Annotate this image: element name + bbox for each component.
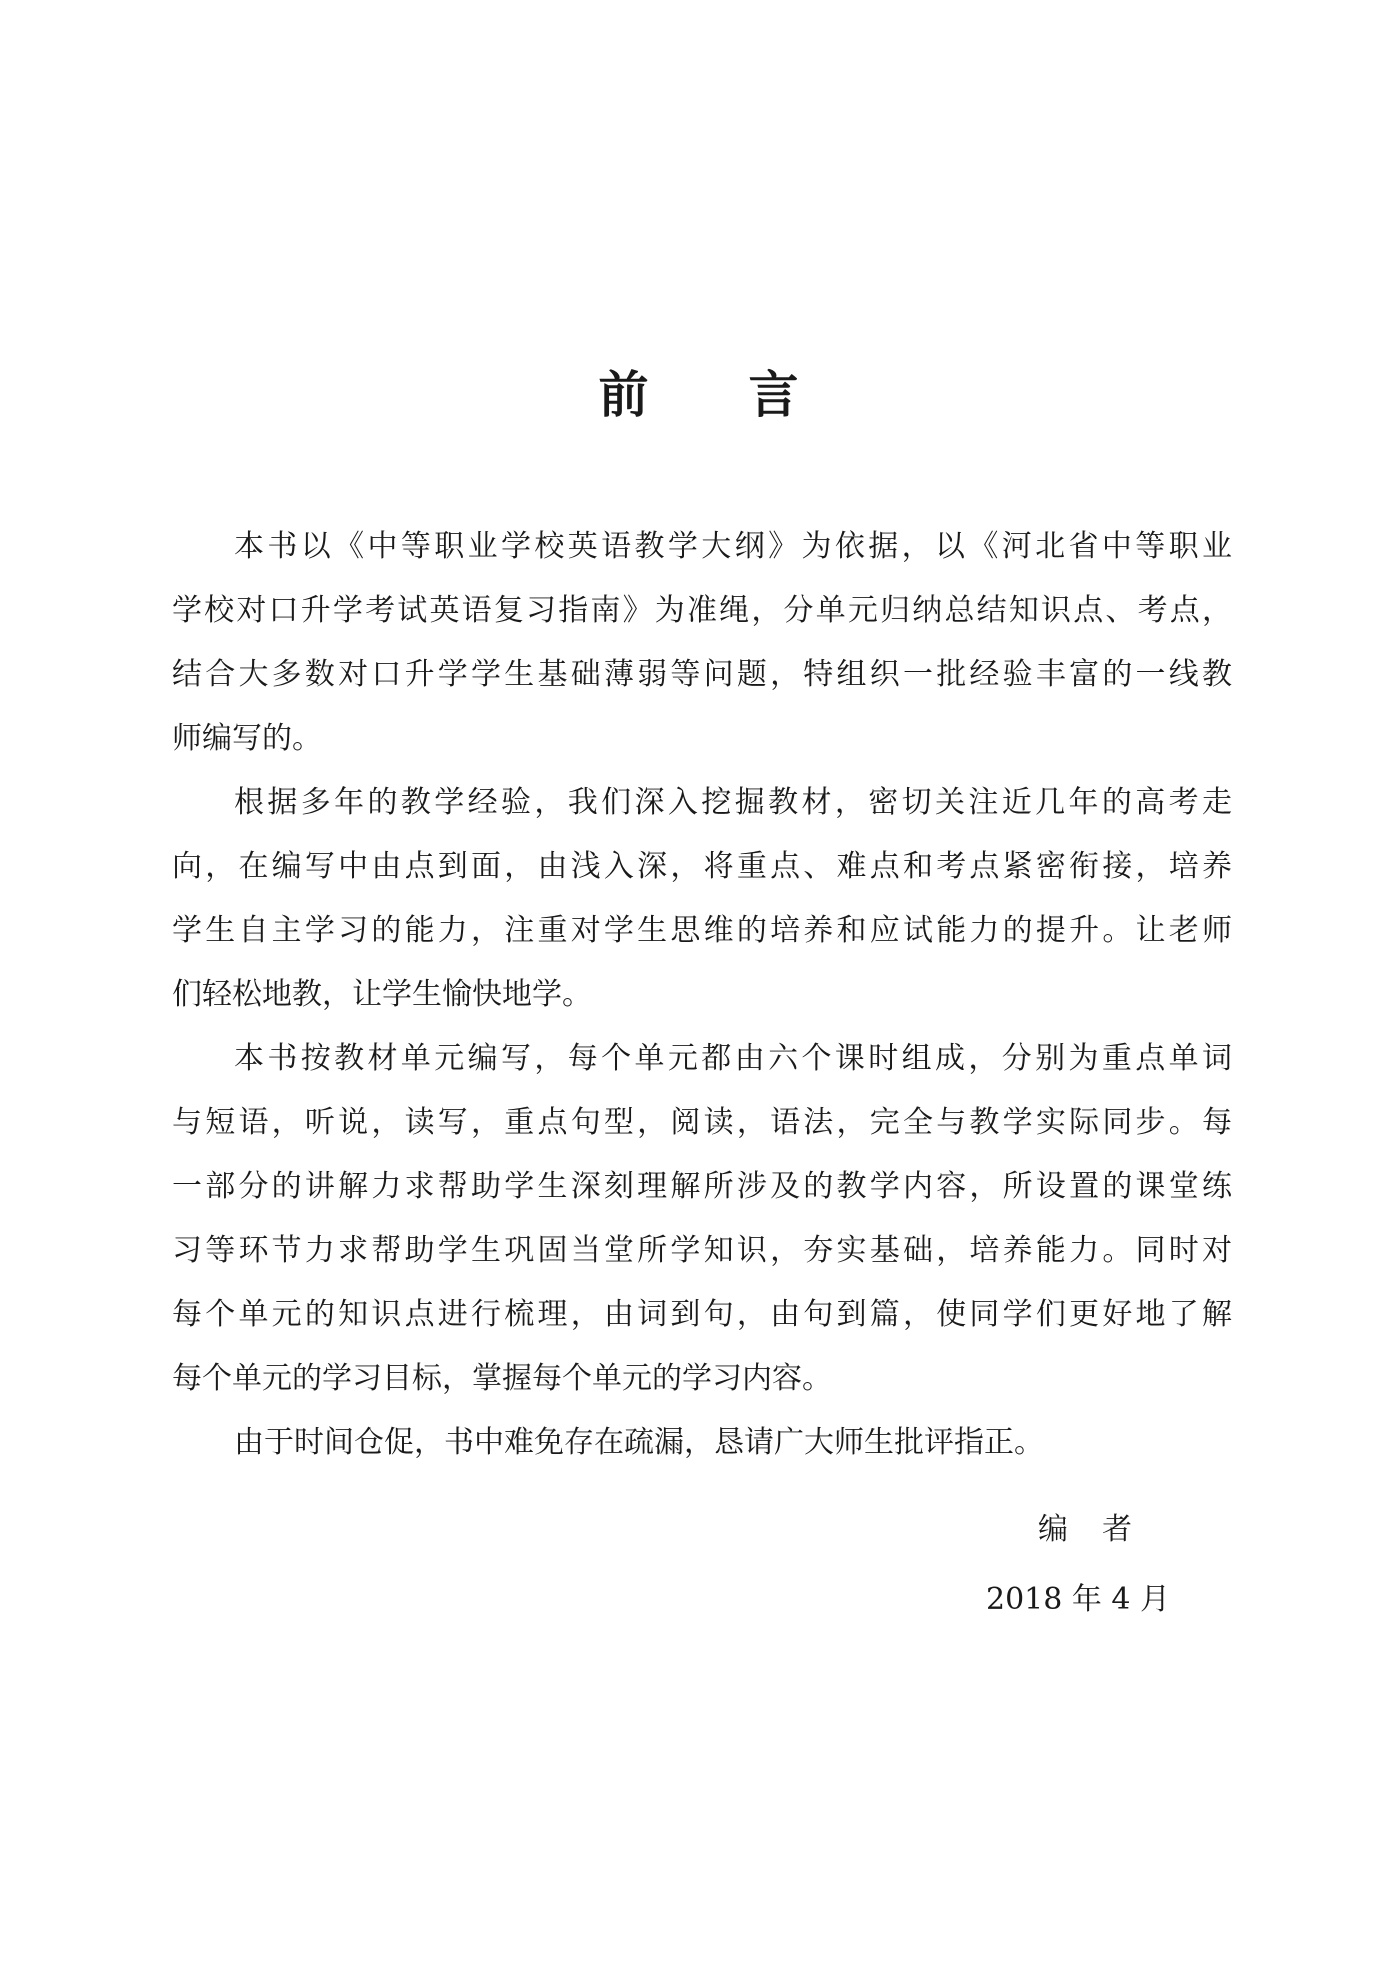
paragraph-line: 结合大多数对口升学学生基础薄弱等问题，特组织一批经验丰富的一线教 [172, 657, 1232, 692]
date: 2018 年 4 月 [986, 1582, 1171, 1617]
paragraph-4 [172, 1411, 1232, 1475]
paragraph-line: 习等环节力求帮助学生巩固当堂所学知识，夯实基础，培养能力。同时对 [172, 1233, 1232, 1268]
paragraph-line: 学生自主学习的能力，注重对学生思维的培养和应试能力的提升。让老师 [172, 913, 1232, 948]
paragraph-line: 由于时间仓促，书中难免存在疏漏，恳请广大师生批评指正。 [234, 1425, 1044, 1460]
paragraph-3 [172, 1027, 1232, 1411]
signature: 编者 [1038, 1512, 1166, 1547]
paragraph-line: 向，在编写中由点到面，由浅入深，将重点、难点和考点紧密衔接，培养 [172, 849, 1232, 884]
paragraph-line: 学校对口升学考试英语复习指南》为准绳，分单元归纳总结知识点、考点， [172, 593, 1232, 628]
paragraph-line: 一部分的讲解力求帮助学生深刻理解所涉及的教学内容，所设置的课堂练 [172, 1169, 1232, 1204]
paragraph-line: 本书按教材单元编写，每个单元都由六个课时组成，分别为重点单词 [234, 1041, 1232, 1076]
page-title [0, 360, 1397, 430]
paragraph-line: 们轻松地教，让学生愉快地学。 [172, 977, 592, 1012]
title-char-2: 言 [748, 365, 799, 424]
paragraph-1 [172, 515, 1232, 771]
paragraph-2 [172, 771, 1232, 1027]
paragraph-line: 每个单元的知识点进行梳理，由词到句，由句到篇，使同学们更好地了解 [172, 1297, 1232, 1332]
paragraph-line: 每个单元的学习目标，掌握每个单元的学习内容。 [172, 1361, 832, 1396]
title-char-1: 前 [598, 365, 649, 424]
paragraph-line: 师编写的。 [172, 721, 322, 756]
paragraph-line: 根据多年的教学经验，我们深入挖掘教材，密切关注近几年的高考走 [234, 785, 1232, 820]
paragraph-line: 本书以《中等职业学校英语教学大纲》为依据，以《河北省中等职业 [234, 529, 1232, 564]
paragraph-line: 与短语，听说，读写，重点句型，阅读，语法，完全与教学实际同步。每 [172, 1105, 1232, 1140]
preface-body [172, 515, 1232, 1475]
